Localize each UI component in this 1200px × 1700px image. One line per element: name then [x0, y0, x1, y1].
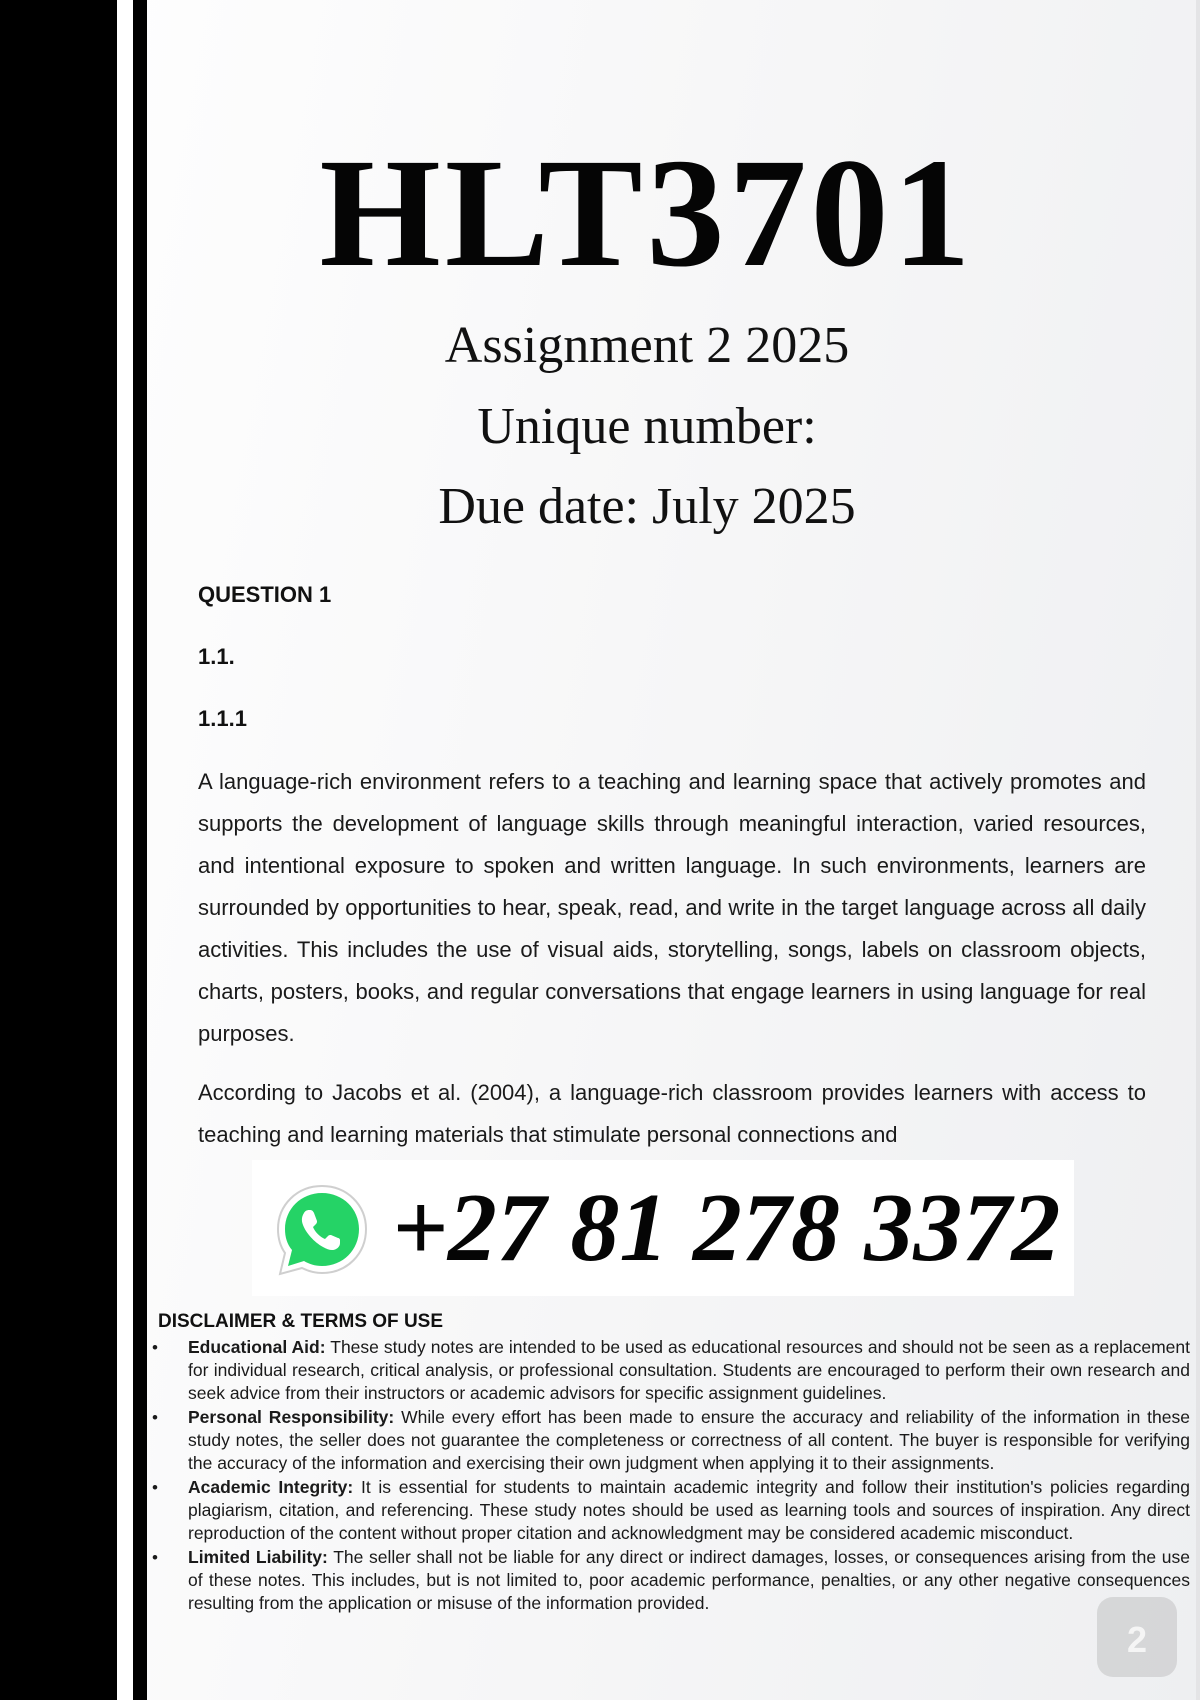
- phone-number: +27 81 278 3372: [392, 1174, 1061, 1282]
- left-black-border: [0, 0, 117, 1700]
- page-number-badge[interactable]: [1097, 1597, 1177, 1677]
- course-code-title: HLT3701: [319, 126, 975, 299]
- disclaimer-item: [150, 1336, 1190, 1405]
- disclaimer-item-heading: Educational Aid:: [188, 1337, 326, 1357]
- due-date-label: Due date: July 2025: [438, 478, 856, 535]
- unique-number-label: Unique number:: [477, 398, 817, 455]
- page-right-edge: [1196, 0, 1200, 1700]
- disclaimer-item-text: While every effort has been made to ensure the accuracy and reliability of the information in these study notes, the seller does not guarantee the completeness or correctness of all content. The buyer is responsible for verifying the accuracy of the information and exercising their own judgment when applying it to their assignments.: [188, 1407, 1190, 1473]
- bullet-icon: •: [152, 1338, 158, 1357]
- disclaimer-item: [150, 1546, 1190, 1615]
- disclaimer-list: [150, 1336, 1190, 1616]
- disclaimer-item-text: It is essential for students to maintain academic integrity and follow their institution's policies regarding plagiarism, citation, and referencing. These study notes should be used as learning tools and sources of inspiration. Any direct reproduction of the content without proper citation and acknowledgment may be considered academic misconduct.: [188, 1477, 1190, 1543]
- answer-paragraph-2: According to Jacobs et al. (2004), a language-rich classroom provides learners with access to teaching and learning materials that stimulate personal connections and: [198, 1080, 1146, 1147]
- disclaimer-item: [150, 1476, 1190, 1545]
- disclaimer-item-heading: Academic Integrity:: [188, 1477, 354, 1497]
- disclaimer-title: DISCLAIMER & TERMS OF USE: [158, 1311, 444, 1332]
- subquestion-number: 1.1.: [198, 644, 235, 669]
- page-number: 2: [1126, 1619, 1148, 1660]
- bullet-icon: •: [152, 1408, 158, 1427]
- whatsapp-contact-banner: [252, 1160, 1074, 1296]
- whatsapp-icon: [272, 1180, 372, 1280]
- bullet-icon: •: [152, 1548, 158, 1567]
- bullet-icon: •: [152, 1478, 158, 1497]
- answer-paragraph-1: A language-rich environment refers to a teaching and learning space that actively promotes and supports the development of language skills through meaningful interaction, varied resources, and intentional exposure to spoken and written language. In such environments, learners are surrounded by opportunities to hear, speak, read, and write in the target language across all daily activities. This includes the use of visual aids, storytelling, songs, labels on classroom objects, charts, posters, books, and regular conversations that engage learners in using language for real purposes.: [198, 769, 1146, 1046]
- disclaimer-item-text: These study notes are intended to be used as educational resources and should not be seen as a replacement for individual research, critical analysis, or professional consultation. Students are encouraged to perform their own research and seek advice from their instructors or academic advisors for specific assignment guidelines.: [188, 1337, 1190, 1403]
- left-thin-border: [133, 0, 147, 1700]
- border-gap: [117, 0, 133, 1700]
- disclaimer-item-text: The seller shall not be liable for any direct or indirect damages, losses, or consequences arising from the use of these notes. This includes, but is not limited to, poor academic performance, penalties, or any other negative consequences resulting from the application or misuse of the information provided.: [188, 1547, 1190, 1613]
- subsubquestion-number: 1.1.1: [198, 706, 247, 731]
- assignment-title: Assignment 2 2025: [444, 317, 850, 374]
- question-heading: QUESTION 1: [198, 582, 332, 607]
- disclaimer-item-heading: Personal Responsibility:: [188, 1407, 395, 1427]
- disclaimer-item: [150, 1406, 1190, 1475]
- disclaimer-item-heading: Limited Liability:: [188, 1547, 328, 1567]
